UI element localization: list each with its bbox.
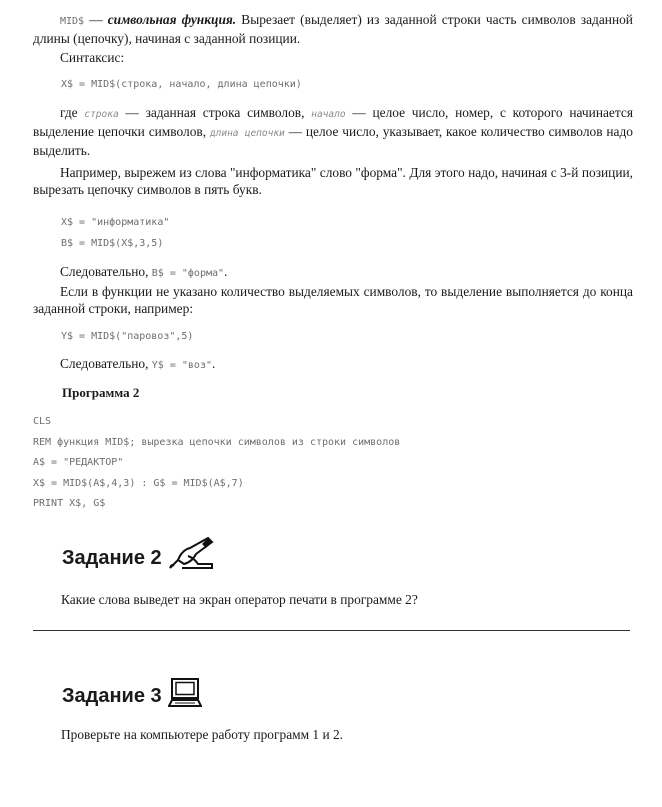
code-line: A$ = "РЕДАКТОР": [33, 457, 124, 468]
example-paragraph: Например, вырежем из слова "информатика" слово "форма". Для этого надо, начиная с 3-й позиции, вырезать цепочку символов в пять букв.: [33, 165, 633, 197]
syntax-label: Синтаксис:: [60, 50, 125, 65]
code-line: B$ = MID$(X$,3,5): [61, 238, 164, 249]
code-line: X$ = "информатика": [61, 217, 170, 228]
answer-line: [33, 630, 630, 631]
task-3-title: Задание 3: [62, 685, 162, 707]
task-2-title: Задание 2: [62, 547, 162, 569]
task-3-text: Проверьте на компьютере работу программ 1 и 2.: [61, 727, 344, 742]
program-listing: [33, 412, 400, 515]
result-paragraph-2: Следовательно, Y$ = "воз".: [60, 356, 216, 371]
example-code: [61, 212, 169, 254]
mid-function-name: MID$: [60, 16, 85, 27]
no-length-paragraph: Если в функции не указано количество выделяемых символов, то выделение выполняется до конца заданной строки, например:: [33, 284, 633, 316]
mid-definition-paragraph: MID$ — символьная функция. Вырезает (выделяет) из заданной строки часть символов заданной длины (цепочку), начиная с заданной позиции.: [33, 12, 633, 46]
result-paragraph-1: Следовательно, B$ = "форма".: [60, 264, 228, 279]
task-3-heading: [62, 678, 202, 708]
function-term: символьная функция.: [107, 12, 237, 27]
code-line: CLS: [33, 416, 52, 427]
pencil-hand-icon: [168, 536, 216, 570]
code-line: PRINT X$, G$: [33, 498, 106, 509]
computer-icon: [168, 678, 202, 708]
syntax-code: X$ = MID$(строка, начало, длина цепочки): [61, 79, 302, 90]
code-line: REM функция MID$; вырезка цепочки символов из строки символов: [33, 436, 401, 448]
program-title: Программа 2: [62, 385, 140, 400]
parameters-paragraph: где строка — заданная строка символов, начало — целое число, номер, с которого начинается выделение цепочки символов, длина цепочки — целое число, указывает, какое количество символов надо выделить.: [33, 105, 633, 158]
task-2-heading: [62, 536, 216, 570]
code-line: X$ = MID$(A$,4,3) : G$ = MID$(A$,7): [33, 477, 244, 489]
example-code-2: Y$ = MID$("паровоз",5): [61, 331, 194, 342]
task-2-question: Какие слова выведет на экран оператор печати в программе 2?: [61, 592, 418, 607]
